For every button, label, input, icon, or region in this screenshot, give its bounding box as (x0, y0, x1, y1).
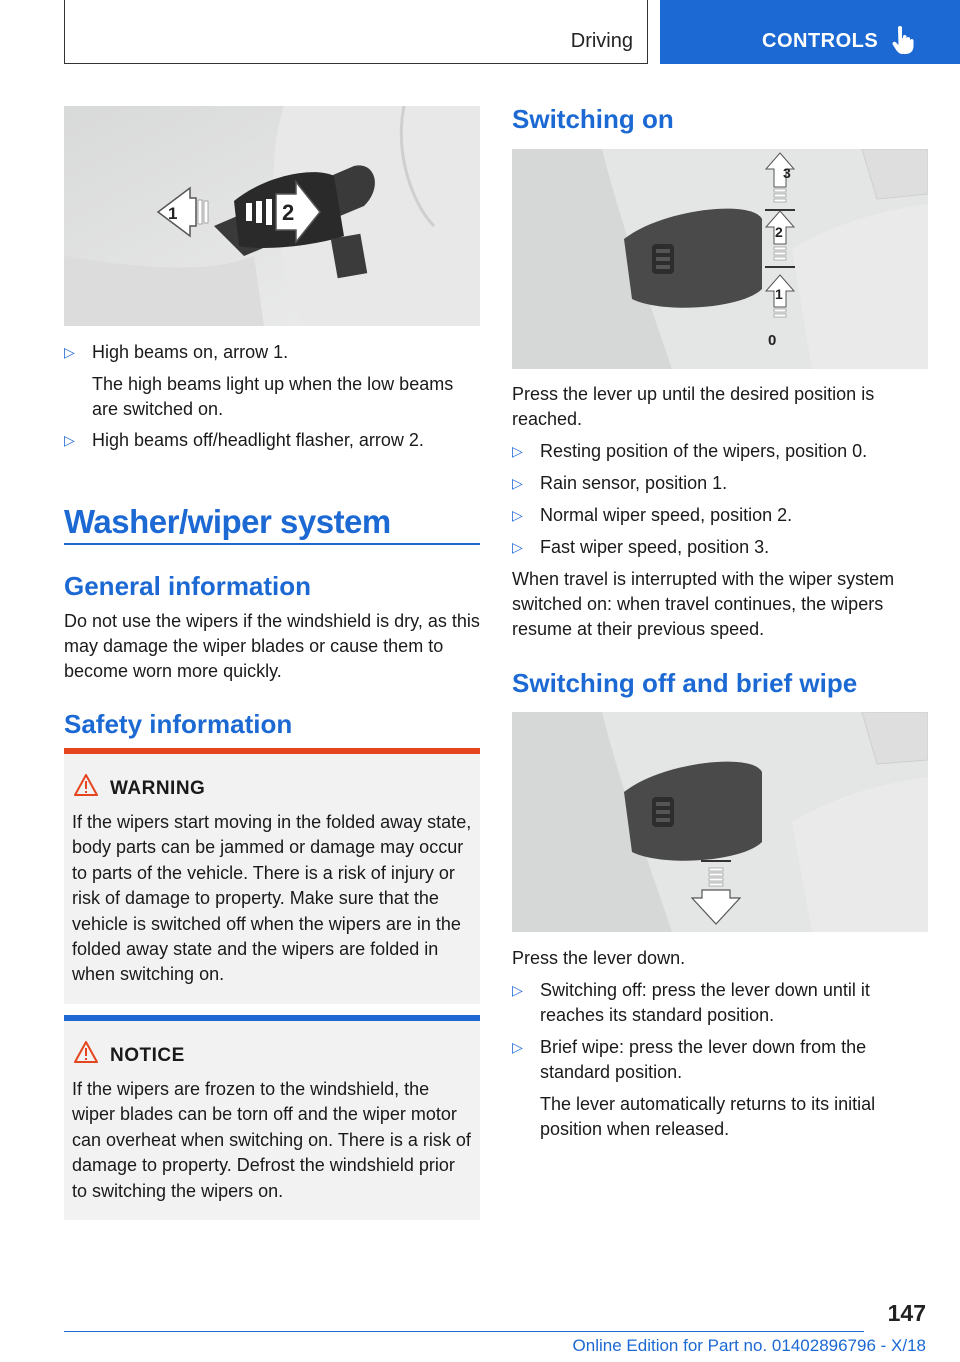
bullet-triangle-icon: ▷ (64, 344, 75, 360)
bullet-triangle-icon: ▷ (512, 982, 523, 998)
safety-information-title: Safety information (64, 709, 293, 739)
switching-on-intro: Press the lever up until the desired position is reached. (512, 384, 875, 429)
general-information-title: General information (64, 571, 312, 601)
header-chapter-label: CONTROLS (762, 30, 879, 52)
section-rule (64, 543, 480, 545)
switching-on-title: Switching on (512, 104, 674, 134)
switching-off-intro: Press the lever down. (512, 948, 686, 968)
switching-on-after: When travel is interrupted with the wiper system switched on: when travel continues, the wipers resume at their previous speed. (512, 569, 895, 639)
header-section-label: Driving (570, 30, 633, 52)
list-item: ▷ High beams off/headlight flasher, arrow 2. (64, 428, 480, 454)
bullet-triangle-icon: ▷ (512, 539, 523, 555)
warning-triangle-icon (74, 774, 98, 796)
page-number: 147 (887, 1300, 926, 1326)
header-section-box (64, 0, 648, 64)
warning-label: WARNING (110, 778, 206, 799)
notice-label: NOTICE (110, 1045, 185, 1066)
fig1-label-1: 1 (168, 204, 178, 223)
bullet-triangle-icon: ▷ (512, 507, 523, 523)
general-information-text: Do not use the wipers if the windshield is dry, as this may damage the wiper blades or cause them to become worn more quickly. (64, 611, 480, 681)
list-item: ▷ Brief wipe: press the lever down from the standard position. (512, 1037, 867, 1082)
bullet-triangle-icon: ▷ (512, 1039, 523, 1055)
list-item: ▷ Normal wiper speed, position 2. (512, 503, 932, 529)
notice-bar (64, 1015, 480, 1021)
notice-triangle-icon (74, 1041, 98, 1063)
switching-off-title: Switching off and brief wipe (512, 668, 858, 698)
bullet-triangle-icon: ▷ (64, 432, 75, 448)
bullet-triangle-icon: ▷ (512, 475, 523, 491)
list-item: ▷ Switching off: press the lever down until it reaches its standard position. (512, 980, 870, 1025)
fig1-label-2: 2 (282, 200, 295, 225)
list-item: ▷ Fast wiper speed, position 3. (512, 535, 932, 561)
fig2-label-2: 2 (775, 224, 783, 240)
section-title: Washer/wiper system (64, 503, 391, 540)
footer-edition: Online Edition for Part no. 01402896796 - X/18 (572, 1336, 926, 1355)
list-item: ▷ Resting position of the wipers, position 0. (512, 439, 932, 465)
list-item: ▷ Rain sensor, position 1. (512, 471, 932, 497)
notice-box (64, 1015, 480, 1220)
fig2-label-1: 1 (775, 286, 783, 302)
wiper-lever-down-figure (512, 712, 928, 932)
wiper-lever-up-figure (512, 149, 928, 369)
bullet-subtext: The high beams light up when the low beams are switched on. (92, 374, 454, 419)
bullet-subtext: The lever automatically returns to its initial position when released. (540, 1094, 876, 1139)
fig2-label-3: 3 (783, 165, 791, 181)
fig2-label-0: 0 (768, 332, 777, 349)
bullet-triangle-icon: ▷ (512, 443, 523, 459)
warning-bar (64, 748, 480, 754)
warning-text: If the wipers start moving in the folded away state, body parts can be jammed or damage may occur to parts of the vehicle. There is a risk of injury or risk of damage to property. Make sure that the vehicle is switched off when the wipers are in the folded away state and the wipers are folded in when switching on. (72, 812, 472, 985)
notice-text: If the wipers are frozen to the windshield, the wiper blades can be torn off and the wiper motor can overheat when switching on. There is a risk of damage to property. Defrost the windshield prior to switching the wipers on. (72, 1079, 471, 1201)
header-chapter-tab[interactable] (660, 0, 960, 64)
pointing-hand-icon (892, 26, 914, 54)
list-item: ▷ High beams on, arrow 1. (64, 340, 480, 390)
footer-rule (64, 1331, 864, 1332)
high-beam-lever-figure (64, 106, 480, 326)
warning-box (64, 748, 480, 1004)
